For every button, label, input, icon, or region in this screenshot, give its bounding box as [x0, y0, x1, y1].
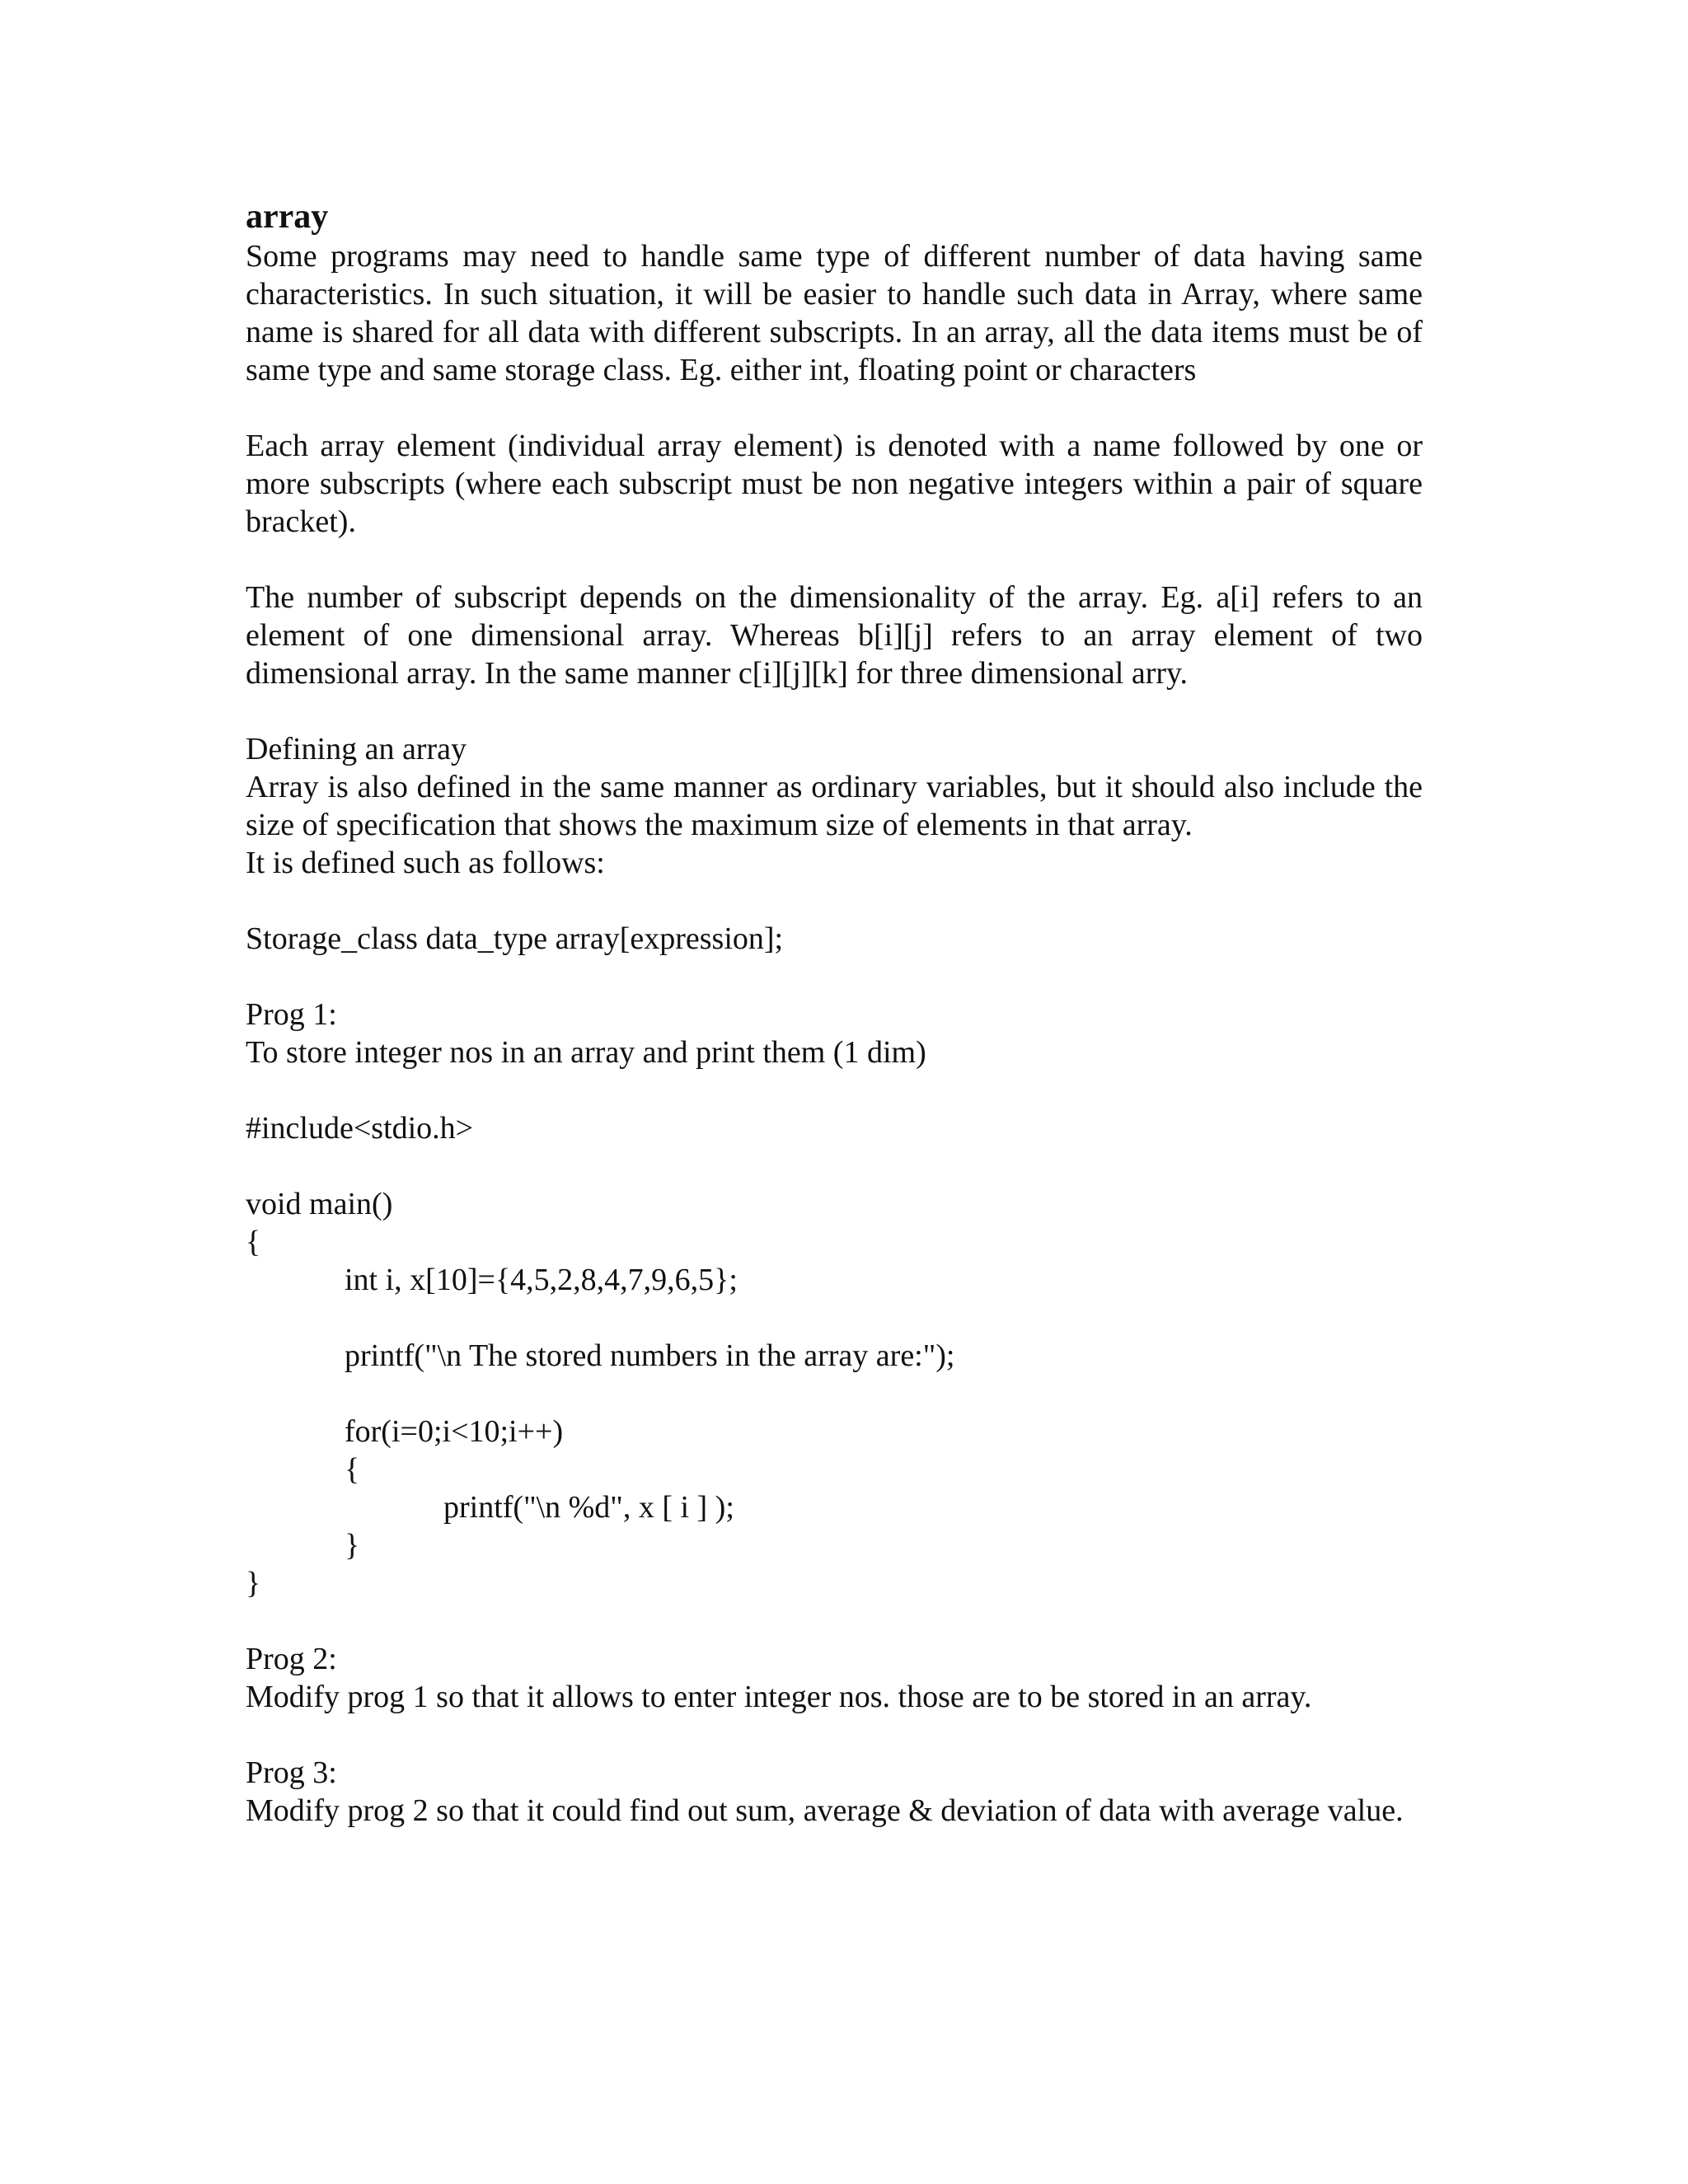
code-for-open-brace: {	[345, 1452, 360, 1487]
intro-paragraph: Some programs may need to handle same type of different number of data having same characteristics. In such situation, it will be easier to handle such data in Array, where same name is shared for all data with different subscripts. In an array, all the data items must be of same type and same storage class. Eg. either int, floating point or characters	[246, 239, 1423, 387]
code-main: void main()	[246, 1187, 393, 1221]
code-for-close-brace: }	[345, 1528, 360, 1563]
code-include: #include<stdio.h>	[246, 1111, 474, 1146]
prog1-description: To store integer nos in an array and print them (1 dim)	[246, 1035, 926, 1070]
code-open-brace: {	[246, 1225, 261, 1259]
document-title: array	[246, 198, 329, 236]
spacer	[246, 1375, 1423, 1413]
prog2-description: Modify prog 1 so that it allows to enter integer nos. those are to be stored in an array.	[246, 1680, 1312, 1714]
spacer	[246, 389, 1423, 427]
syntax-line: Storage_class data_type array[expression];	[246, 921, 784, 956]
element-paragraph: Each array element (individual array element) is denoted with a name followed by one or more subscripts (where each subscript must be non negative integers within a pair of square bracket).	[246, 429, 1423, 539]
prog3-description: Modify prog 2 so that it could find out sum, average & deviation of data with average value.	[246, 1793, 1404, 1828]
code-printf-item: printf("\n %d", x [ i ] );	[443, 1490, 734, 1525]
subscript-paragraph: The number of subscript depends on the dimensionality of the array. Eg. a[i] refers to an element of one dimensional array. Whereas b[i][j] refers to an array element of two dimensional array. In the same manner c[i][j][k] for three dimensional arry.	[246, 580, 1423, 691]
code-printf-header: printf("\n The stored numbers in the array are:");	[345, 1338, 955, 1373]
spacer	[246, 1716, 1423, 1754]
defining-paragraph: Array is also defined in the same manner as ordinary variables, but it should also include the size of specification that shows the maximum size of elements in that array.	[246, 770, 1423, 842]
spacer	[246, 1299, 1423, 1337]
code-close-brace: }	[246, 1566, 261, 1601]
defining-heading: Defining an array	[246, 732, 467, 766]
prog2-label: Prog 2:	[246, 1642, 337, 1676]
spacer	[246, 541, 1423, 579]
code-declaration: int i, x[10]={4,5,2,8,4,7,9,6,5};	[345, 1263, 738, 1297]
code-block	[246, 1109, 1423, 1602]
prog3-label: Prog 3:	[246, 1755, 337, 1790]
spacer	[246, 1147, 1423, 1185]
spacer	[246, 1071, 1423, 1109]
spacer	[246, 1602, 1423, 1640]
spacer	[246, 692, 1423, 730]
code-for-loop: for(i=0;i<10;i++)	[345, 1414, 564, 1449]
prog1-label: Prog 1:	[246, 997, 337, 1032]
defining-follow: It is defined such as follows:	[246, 846, 605, 880]
spacer	[246, 882, 1423, 920]
document-body	[246, 196, 1423, 1830]
spacer	[246, 958, 1423, 996]
